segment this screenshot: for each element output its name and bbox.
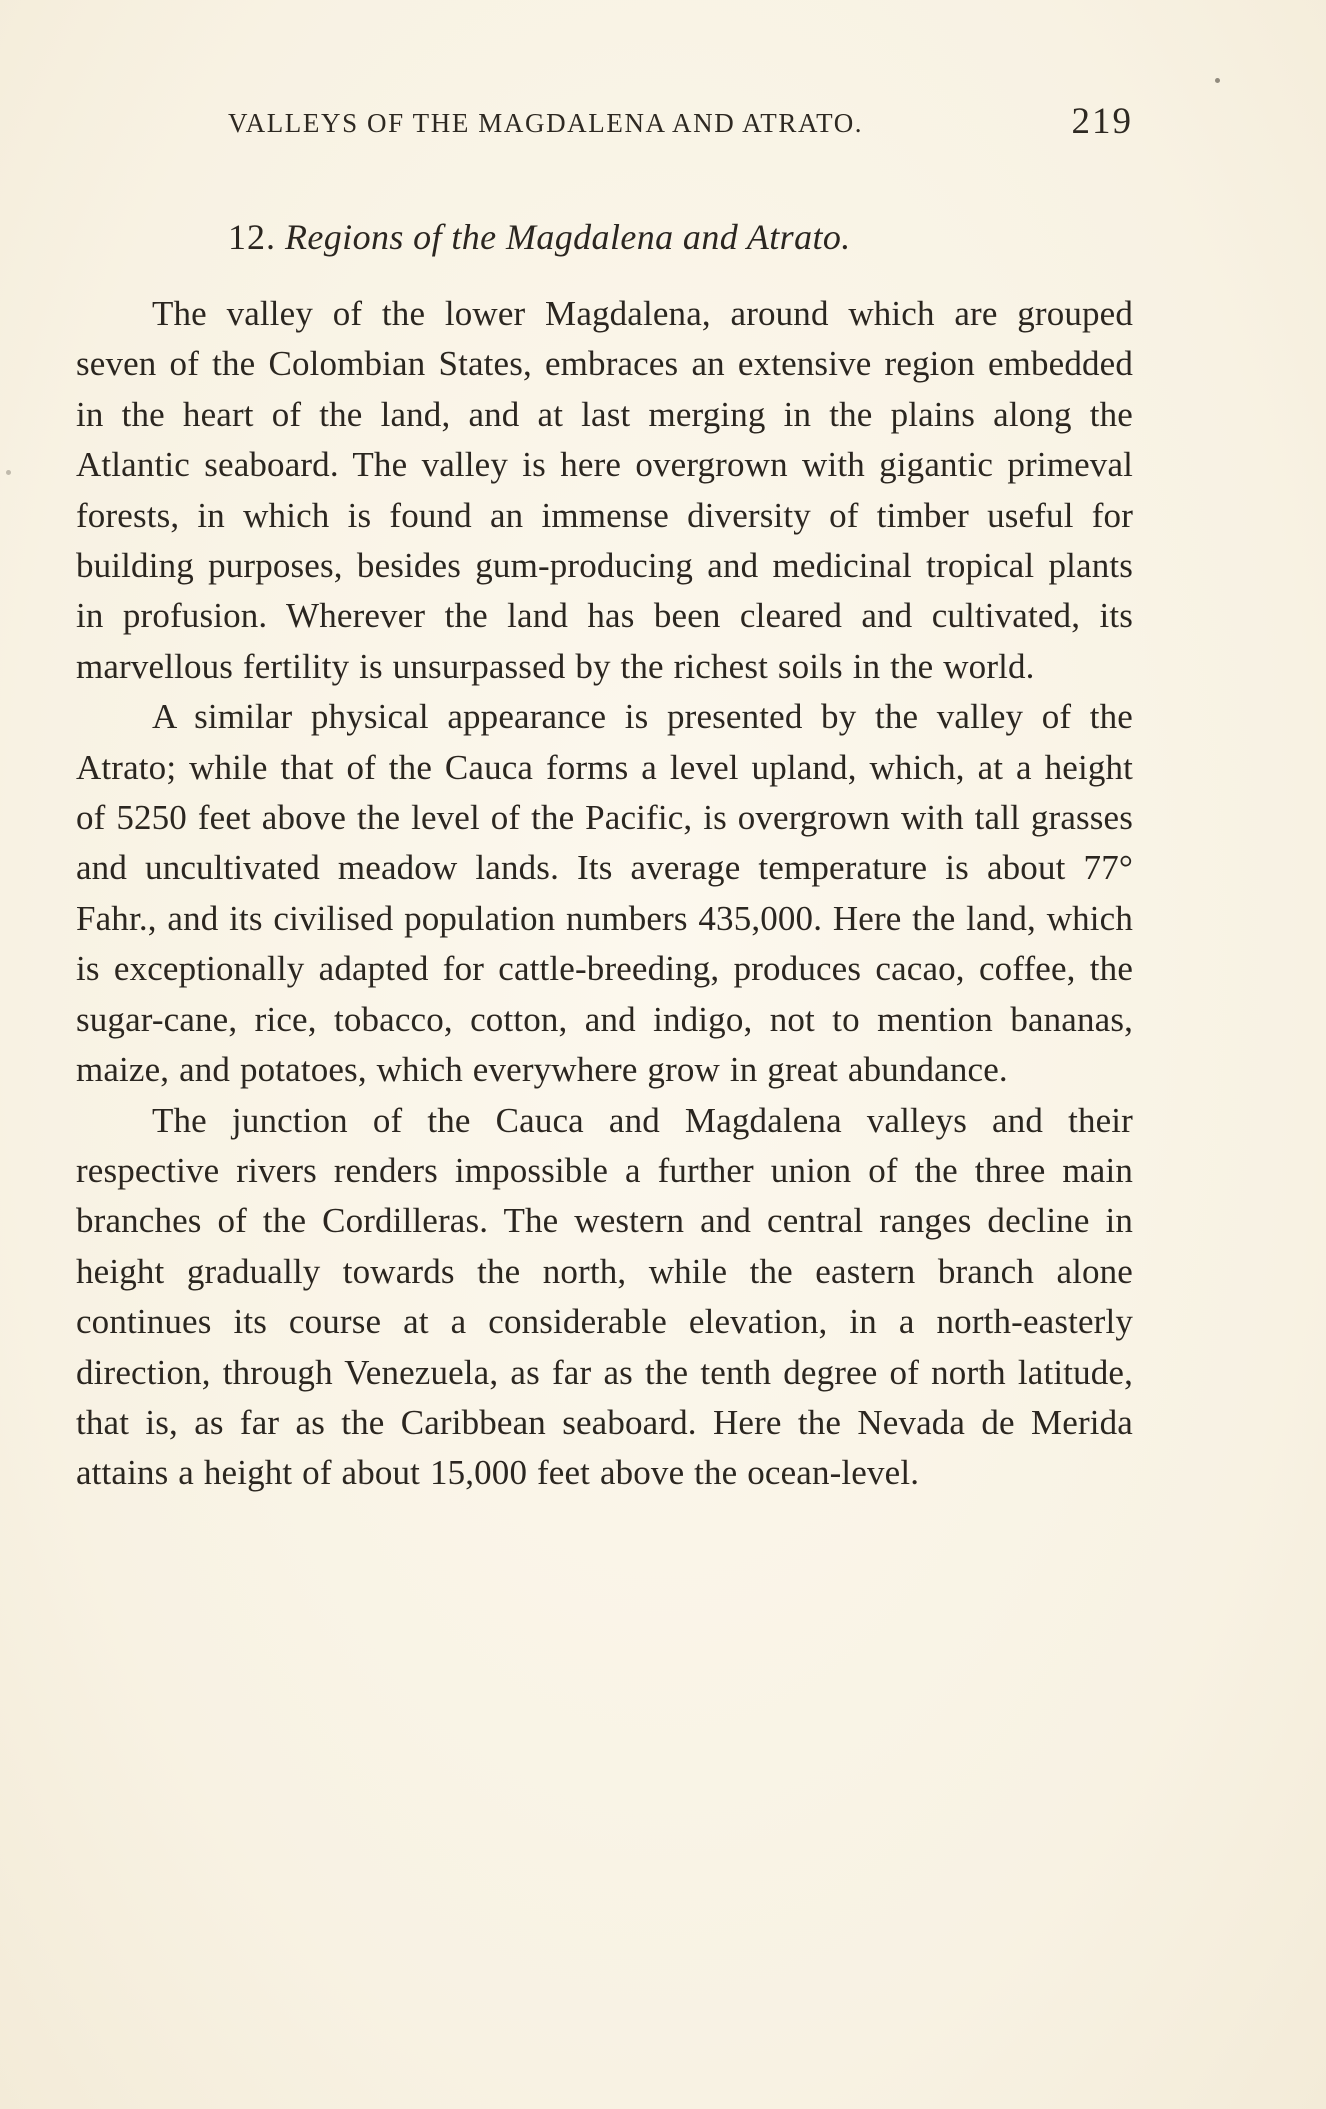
page-header xyxy=(228,100,1133,150)
section-number: 12. xyxy=(228,217,276,257)
running-head: VALLEYS OF THE MAGDALENA AND ATRATO. xyxy=(228,108,864,138)
paragraph-2: A similar physical appearance is presented by the valley of the Atrato; while that of the Cauca forms a level upland, which, at a height of 5250 feet above the level of the Pacific, is overgrown with tall grasses and uncultivated meadow lands. Its average temperature is about 77° Fahr., and its civilised population numbers 435,000. Here the land, which is exceptionally adapted for cattle-breeding, produces cacao, coffee, the sugar-cane, rice, tobacco, cotton, and indigo, not to mention bananas, maize, and potatoes, which everywhere grow in great abundance. xyxy=(76,697,1133,1090)
section-heading xyxy=(228,216,851,258)
paragraph-3: The junction of the Cauca and Magdalena valleys and their respective rivers renders impossible a further union of the three main branches of the Cordilleras. The western and central ranges decline in height gradually towards the north, while the eastern branch alone continues its course at a considerable elevation, in a north-easterly direction, through Venezuela, as far as the tenth degree of north latitude, that is, as far as the Caribbean seaboard. Here the Nevada de Merida attains a height of about 15,000 feet above the ocean-level. xyxy=(76,1100,1133,1493)
print-speck xyxy=(6,470,11,475)
body-text xyxy=(76,289,1133,1499)
paragraph-1: The valley of the lower Magdalena, around which are grouped seven of the Colombian States, embraces an extensive region embedded in the heart of the land, and at last merging in the plains along the Atlantic seaboard. The valley is here overgrown with gigantic primeval forests, in which is found an immense diversity of timber useful for building purposes, besides gum-producing and medicinal tropical plants in profusion. Wherever the land has been cleared and cultivated, its marvellous fertility is unsurpassed by the richest soils in the world. xyxy=(76,294,1133,686)
page-number: 219 xyxy=(1071,101,1133,142)
print-speck xyxy=(1215,78,1220,83)
section-title: Regions of the Magdalena and Atrato. xyxy=(285,217,851,257)
